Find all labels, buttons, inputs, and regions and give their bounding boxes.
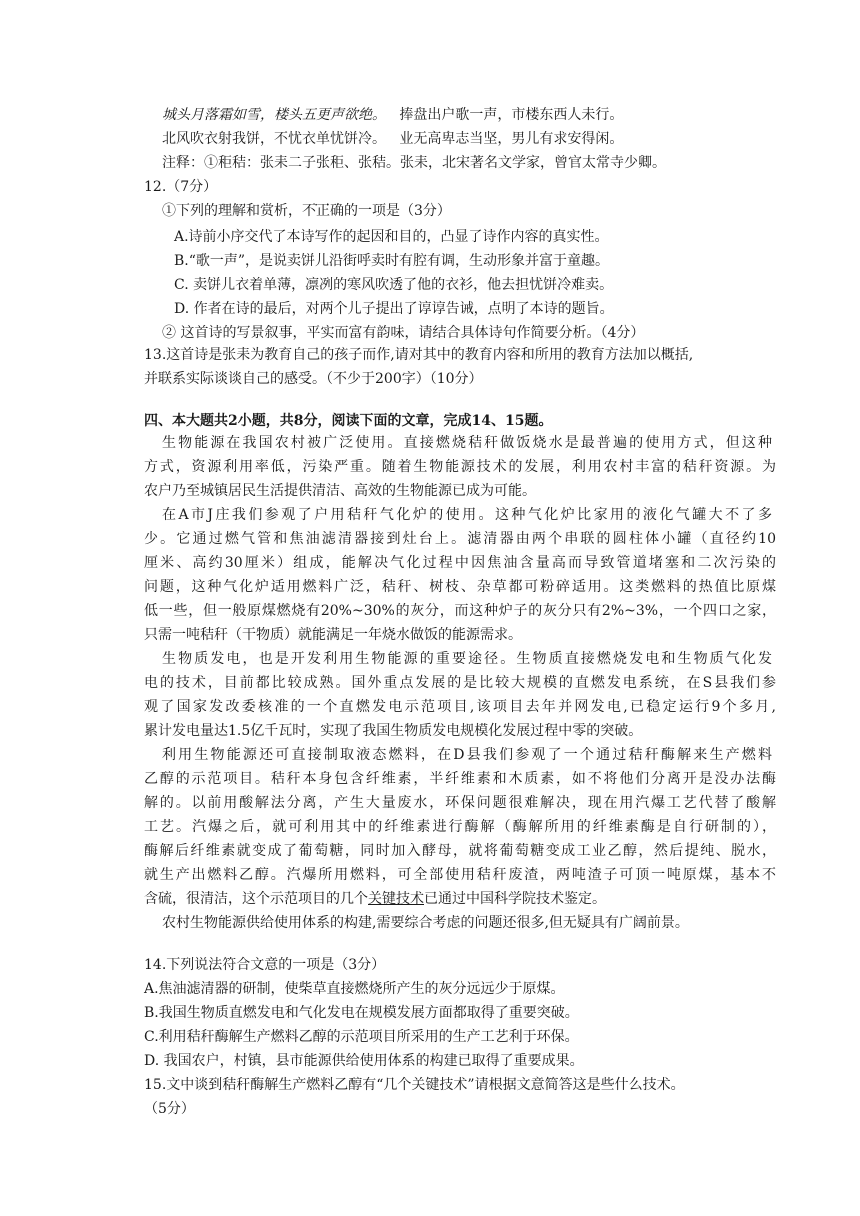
article-p1-text-1: 生物能源在我国农村被广泛使用。直接燃烧秸秆做饭烧水是最普遍的使用方式，但这种 — [162, 435, 772, 451]
article-p3-text-3: 观了国家发改委核准的一个直燃发电示范项目,该项目去年并网发电,已稳定运行9个多月, — [144, 699, 776, 715]
q13-line-2: 并联系实际谈谈自己的感受。（不少于200字）（10分） — [144, 371, 483, 387]
section-heading: 四、本大题共2小题，共8分，阅读下面的文章，完成14、15题。 — [144, 413, 553, 429]
article-p2-line-3 — [144, 552, 776, 574]
q12-option-c: C. 卖饼儿衣着单薄，凛冽的寒风吹透了他的衣衫，他去担忧饼冷难卖。 — [174, 277, 614, 293]
q15-line-1: 15.文中谈到秸秆酶解生产燃料乙醇有“几个关键技术”请根据文意简答这是些什么技术。 — [144, 1077, 685, 1093]
q12-header: 12.（7分） — [144, 179, 218, 195]
poem-note: 注释：①秬秸：张耒二子张秬、张秸。张耒，北宋著名文学家，曾官太常寺少卿。 — [162, 155, 666, 171]
article-p4-line-3 — [144, 792, 776, 814]
q14-option-d: D. 我国农户，村镇，县市能源供给使用体系的构建已取得了重要成果。 — [144, 1053, 584, 1069]
article-p4-line-2 — [144, 768, 776, 790]
key-technology-underline: 关键技术 — [368, 891, 424, 907]
article-p2-line-4 — [144, 576, 776, 598]
article-p2-line-6: 只需一吨秸秆（干物质）就能满足一年烧水做饭的能源需求。 — [144, 627, 522, 643]
article-p4-line-1 — [162, 744, 772, 766]
q12-sub1-emphasis: 不正确 · · — [302, 203, 344, 219]
article-p3-text-2: 电的技术，目前都比较成熟。国外重点发展的是比较大规模的直燃发电系统，在S县我们参 — [144, 675, 776, 691]
article-p4-text-2: 乙醇的示范项目。秸秆本身包含纤维素，半纤维素和木质素，如不将他们分离开是没办法酶 — [144, 771, 776, 787]
article-p3-line-4: 累计发电量达1.5亿千瓦时，实现了我国生物质发电规模化发展过程中零的突破。 — [144, 723, 643, 739]
article-p4-text-1: 利用生物能源还可直接制取液态燃料，在D县我们参观了一个通过秸秆酶解来生产燃料 — [162, 747, 772, 763]
article-p3-line-2 — [144, 672, 776, 694]
q12-option-a: A.诗前小序交代了本诗写作的起因和目的，凸显了诗作内容的真实性。 — [174, 229, 609, 245]
article-p1-text-2: 方式，资源利用率低，污染严重。随着生物能源技术的发展，利用农村丰富的秸秆资源。为 — [144, 459, 776, 475]
q12-option-b: B.“歌一声”，是说卖饼儿沿街呼卖时有腔有调，生动形象并富于童趣。 — [174, 253, 610, 269]
article-p4-line-7 — [144, 888, 606, 910]
article-p4-line-5 — [144, 840, 776, 862]
q12-option-d: D. 作者在诗的最后，对两个儿子提出了谆谆告诫，点明了本诗的题旨。 — [174, 301, 614, 317]
q14-option-c: C.利用秸秆酶解生产燃料乙醇的示范项目所采用的生产工艺利于环保。 — [144, 1029, 579, 1045]
article-p2-line-5 — [144, 600, 776, 622]
q12-sub1 — [162, 200, 451, 222]
article-p4-text-3: 解的。以前用酸解法分离，产生大量废水，环保问题很难解决，现在用汽爆工艺代替了酸解 — [144, 795, 776, 811]
poem-line-1 — [162, 104, 623, 126]
article-p2-text-1: 在A市J庄我们参观了户用秸秆气化炉的使用。这种气化炉比家用的液化气罐大不了多 — [162, 507, 772, 523]
article-p4-last-post: 已通过中国科学院技术鉴定。 — [424, 891, 606, 907]
article-p5: 农村生物能源供给使用体系的构建,需要综合考虑的问题还很多,但无疑具有广阔前景。 — [162, 915, 689, 931]
article-p3-line-3 — [144, 696, 776, 718]
article-p4-text-4: 工艺。汽爆之后，就可利用其中的纤维素进行酶解（酶解所用的纤维素酶是自行研制的）， — [144, 819, 776, 835]
poem-line-1a: 城头月落霜如雪，楼头五更声欲绝。 — [162, 107, 386, 123]
article-p1-line-2 — [144, 456, 776, 478]
article-p2-line-1 — [162, 504, 772, 526]
article-p4-line-6 — [144, 864, 776, 886]
q14-option-b: B.我国生物质直燃发电和气化发电在规模发展方面都取得了重要突破。 — [144, 1005, 579, 1021]
q15-line-2: （5分） — [144, 1101, 195, 1117]
poem-line-1b: 捧盘出户歌一声，市楼东西人未行。 — [399, 107, 624, 123]
article-p2-text-4: 问题，这种气化炉适用燃料广泛，秸秆、树枝、杂草都可粉碎适用。这类燃料的热值比原煤 — [144, 579, 776, 595]
article-p2-text-3: 厘米、高约30厘米）组成，能解决气化过程中因焦油含量高而导致管道堵塞和二次污染的 — [144, 555, 776, 571]
article-p4-text-6: 就生产出燃料乙醇。汽爆所用燃料，可全部使用秸秆废渣，两吨渣子可顶一吨原煤，基本不 — [144, 867, 776, 883]
poem-line-2b: 业无高卑志当坚，男儿有求安得闲。 — [399, 131, 624, 147]
q14-option-a: A.焦油滤清器的研制，使柴草直接燃烧所产生的灰分远远少于原煤。 — [144, 981, 565, 997]
article-p2-text-5: 低一些，但一般原煤燃烧有20%~30%的灰分，而这种炉子的灰分只有2%~3%，一个四口之家， — [144, 603, 776, 619]
article-p4-line-4 — [144, 816, 776, 838]
article-p2-line-2 — [144, 528, 776, 550]
poem-line-2 — [162, 128, 623, 150]
article-p4-last-pre: 含硫，很清洁，这个示范项目的几个 — [144, 891, 368, 907]
article-p4-text-5: 酶解后纤维素就变成了葡萄糖，同时加入酵母，就将葡萄糖变成工业乙醇，然后提纯、脱水， — [144, 843, 776, 859]
article-p1-line-1 — [162, 432, 772, 454]
article-p2-text-2: 少。它通过燃气管和焦油滤清器接到灶台上。滤清器由两个串联的圆柱体小罐（直径约10 — [144, 531, 776, 547]
q12-sub1-pre: ①下列的理解和赏析， — [162, 203, 302, 219]
q14-stem: 14.下列说法符合文意的一项是（3分） — [144, 957, 386, 973]
q12-sub2: ② 这首诗的写景叙事，平实而富有韵味，请结合具体诗句作简要分析。（4分） — [162, 325, 645, 341]
article-p1-line-3: 农户乃至城镇居民生活提供清洁、高效的生物能源已成为可能。 — [144, 483, 536, 499]
poem-line-2a: 北风吹衣射我饼，不忧衣单忧饼冷。 — [162, 131, 386, 147]
q13-line-1: 13.这首诗是张耒为教育自己的孩子而作,请对其中的教育内容和所用的教育方法加以概括, — [144, 347, 694, 363]
q12-sub1-post: 的一项是（3分） — [344, 203, 451, 219]
article-p3-text-1: 生物质发电，也是开发利用生物能源的重要途径。生物质直接燃烧发电和生物质气化发 — [162, 651, 772, 667]
article-p3-line-1 — [162, 648, 772, 670]
